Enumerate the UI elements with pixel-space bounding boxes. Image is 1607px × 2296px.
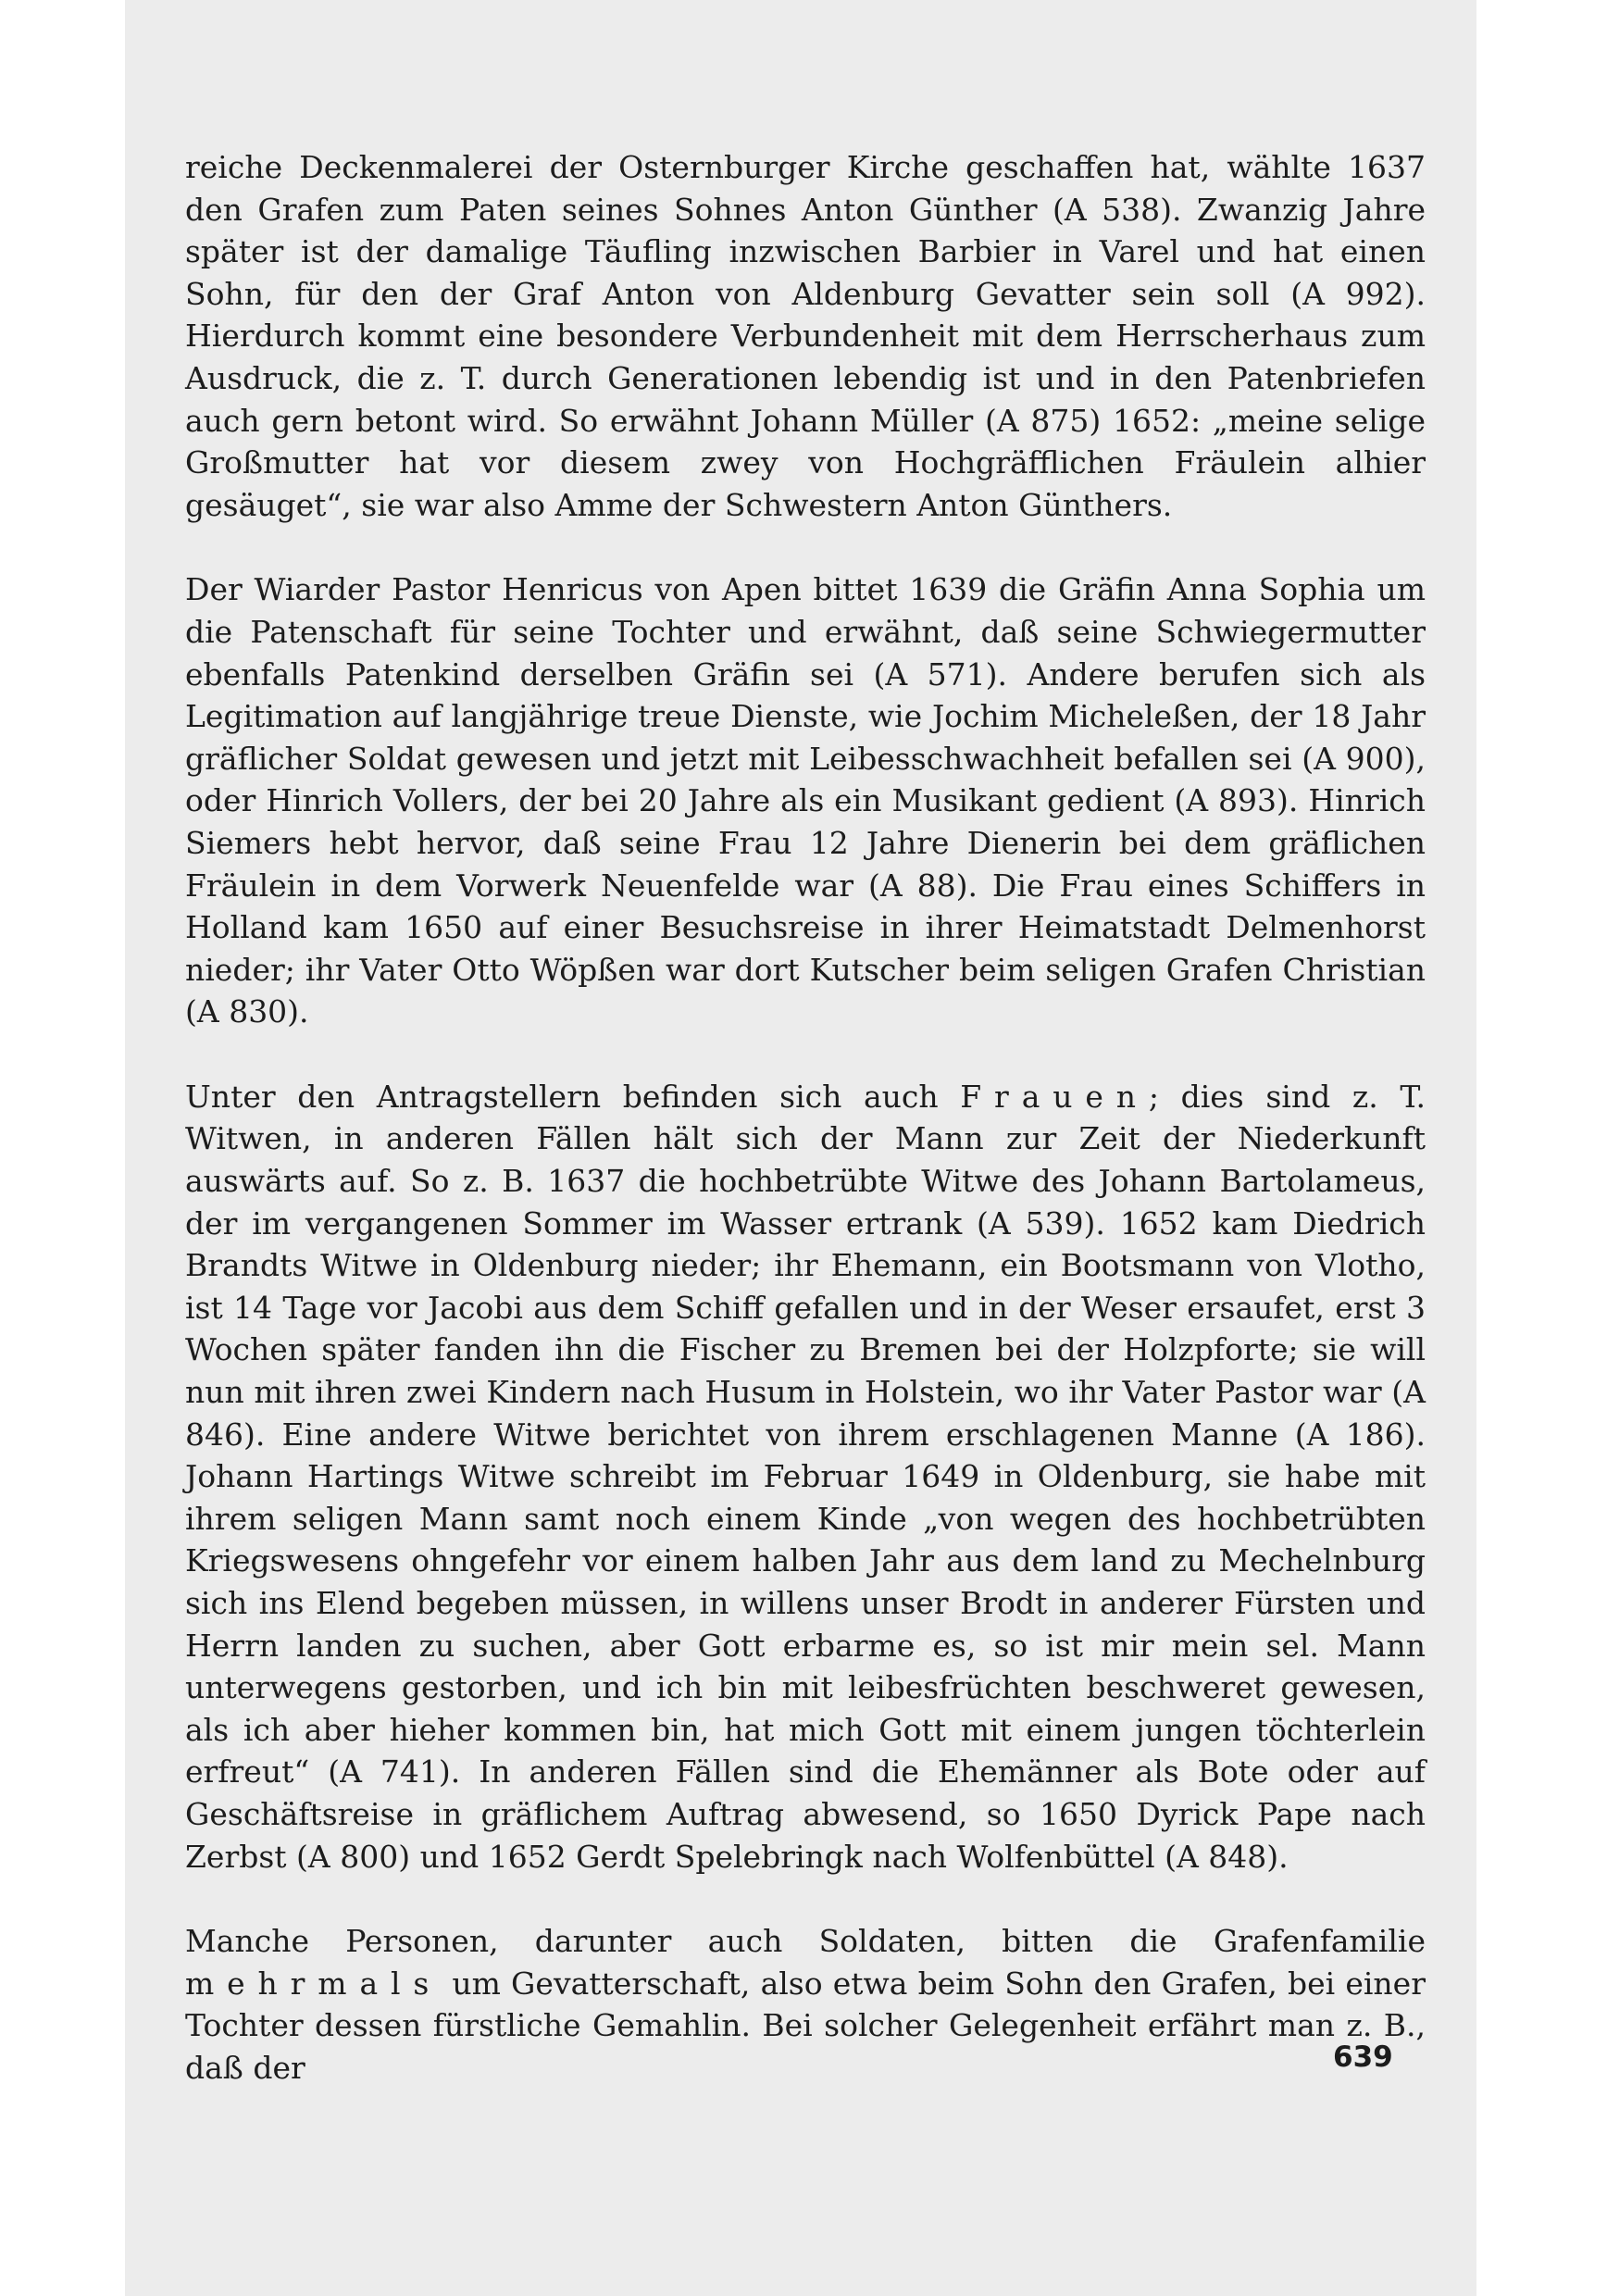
spaced-emphasis-mehrmals: mehrmals <box>185 1965 442 2002</box>
page-number: 639 <box>1333 2040 1393 2074</box>
paragraph-4 <box>185 1920 1426 2089</box>
paragraph-2: Der Wiarder Pastor Henricus von Apen bittet 1639 die Gräfin Anna Sophia um die Patenschaft für seine Tochter und erwähnt, daß seine Schwiegermutter ebenfalls Patenkind derselben Gräfin sei (A 571). Andere berufen sich als Legitimation auf langjährige treue Dienste, wie Jochim Micheleßen, der 18 Jahr gräflicher Soldat gewesen und jetzt mit Leibesschwachheit befallen sei (A 900), oder Hinrich Vollers, der bei 20 Jahre als ein Musikant gedient (A 893). Hinrich Siemers hebt hervor, daß seine Frau 12 Jahre Dienerin bei dem gräflichen Fräulein in dem Vorwerk Neuenfelde war (A 88). Die Frau eines Schiffers in Holland kam 1650 auf einer Besuchsreise in ihrer Heimatstadt Delmenhorst nieder; ihr Vater Otto Wöpßen war dort Kutscher beim seligen Grafen Christian (A 830). <box>185 571 1426 1030</box>
paragraph-3-text-start: Unter den Antragstellern befinden sich auch <box>185 1078 961 1115</box>
paragraph-4-text-end: um Gevatterschaft, also etwa beim Sohn den Grafen, bei einer Tochter dessen fürstliche Gemahlin. Bei solcher Gelegenheit erfährt man z. B., daß der <box>185 1965 1426 2086</box>
paragraph-3 <box>185 1076 1426 1878</box>
paragraph-1: reiche Deckenmalerei der Osternburger Kirche geschaffen hat, wählte 1637 den Grafen zum Paten seines Sohnes Anton Günther (A 538). Zwanzig Jahre später ist der damalige Täufling inzwischen Barbier in Varel und hat einen Sohn, für den der Graf Anton von Aldenburg Gevatter sein soll (A 992). Hierdurch kommt eine besondere Verbundenheit mit dem Herrscherhaus zum Ausdruck, die z. T. durch Generationen lebendig ist und in den Patenbriefen auch gern betont wird. So erwähnt Johann Müller (A 875) 1652: „meine selige Großmutter hat vor diesem zwey von Hochgräfflichen Fräulein alhier gesäuget“, sie war also Amme der Schwestern Anton Günthers. <box>185 149 1426 523</box>
body-text <box>185 146 1426 2132</box>
spaced-emphasis-frauen: Frauen <box>960 1078 1149 1115</box>
paragraph-4-text-start: Manche Personen, darunter auch Soldaten, bitten die Grafenfamilie <box>185 1923 1426 1960</box>
paragraph-3-text-end: ; dies sind z. T. Witwen, in anderen Fällen hält sich der Mann zur Zeit der Niederkunft auswärts auf. So z. B. 1637 die hochbetrübte Witwe des Johann Bartolameus, der im vergangenen Sommer im Wasser ertrank (A 539). 1652 kam Diedrich Brandts Witwe in Oldenburg nieder; ihr Ehemann, ein Bootsmann von Vlotho, ist 14 Tage vor Jacobi aus dem Schiff gefallen und in der Weser ersaufet, erst 3 Wochen später fanden ihn die Fischer zu Bremen bei der Holzpforte; sie will nun mit ihren zwei Kindern nach Husum in Holstein, wo ihr Vater Pastor war (A 846). Eine andere Witwe berichtet von ihrem erschlagenen Manne (A 186). Johann Hartings Witwe schreibt im Februar 1649 in Oldenburg, sie habe mit ihrem seligen Mann samt noch einem Kinde „von wegen des hochbetrübten Kriegswesens ohngefehr vor einem halben Jahr aus dem land zu Mechelnburg sich ins Elend begeben müssen, in willens unser Brodt in anderer Fürsten und Herrn landen zu suchen, aber Gott erbarme es, so ist mir mein sel. Mann unterwegens gestorben, und ich bin mit leibesfrüchten beschweret gewesen, als ich aber hieher kommen bin, hat mich Gott mit einem jungen töchterlein erfreut“ (A 741). In anderen Fällen sind die Ehemänner als Bote oder auf Geschäftsreise in gräflichem Auftrag abwesend, so 1650 Dyrick Pape nach Zerbst (A 800) und 1652 Gerdt Spelebringk nach Wolfenbüttel (A 848). <box>185 1078 1426 1875</box>
